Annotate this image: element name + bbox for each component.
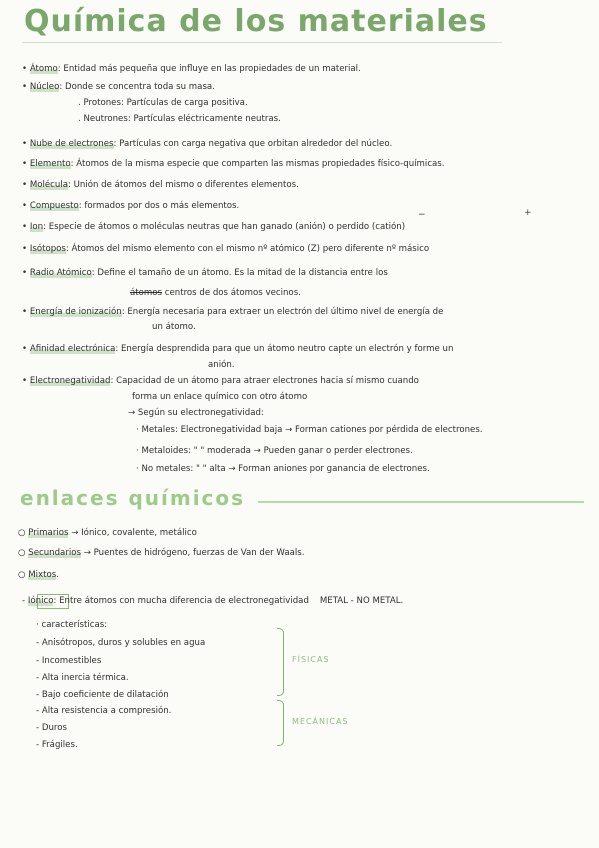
term-ionizacion: Energía de ionización xyxy=(29,307,122,317)
brace-fisicas xyxy=(277,628,284,696)
definition-text: : Donde se concentra toda su masa. xyxy=(59,82,215,92)
characteristic-item: - Frágiles. xyxy=(36,740,78,750)
definition-isotopos: • Isótopos: Átomos del mismo elemento con el mismo nº atómico (Z) pero diferente nº másico xyxy=(22,244,430,254)
definition-text: centros de dos átomos vecinos. xyxy=(164,288,301,298)
label-mecanicas: MECÁNICAS xyxy=(292,717,349,726)
term-ion: Ion xyxy=(29,222,44,232)
anion-sign: − xyxy=(418,210,426,220)
bond-text: → Iónico, covalente, metálico xyxy=(68,528,197,538)
struck-word: átomos xyxy=(130,288,162,298)
definition-text: : Energía necesaria para extraer un electrón del último nivel de energía de xyxy=(121,307,444,317)
definition-atomo: • Átomo: Entidad más pequeña que influye en las propiedades de un material. xyxy=(22,64,361,74)
electronegatividad-metaloides xyxy=(136,446,413,456)
definition-afinidad-cont xyxy=(208,360,235,370)
definition-text: : Entidad más pequeña que influye en las propiedades de un material. xyxy=(57,64,361,74)
characteristic-item: - Alta inercia térmica. xyxy=(36,673,129,683)
definition-radio: • Radio Atómico: Define el tamaño de un átomo. Es la mitad de la distancia entre los xyxy=(22,268,388,278)
definition-radio-cont xyxy=(130,288,301,298)
term-primarios: Primarios xyxy=(28,528,69,538)
definition-text: un átomo. xyxy=(152,322,196,332)
definition-text: : Átomos de la misma especie que comparten las mismas propiedades físico-químicas. xyxy=(70,159,445,169)
definition-nucleo: • Núcleo: Donde se concentra toda su masa. xyxy=(22,82,215,92)
bond-text: → Puentes de hidrógeno, fuerzas de Van der Waals. xyxy=(80,548,305,558)
term-molecula: Molécula xyxy=(29,180,68,190)
definition-elemento: • Elemento: Átomos de la misma especie que comparten las mismas propiedades físico-químicas. xyxy=(22,159,445,169)
page-title: Química de los materiales xyxy=(24,4,488,39)
definition-electronegatividad: • Electronegatividad: Capacidad de un átomo para atraer electrones hacia sí mismo cuando xyxy=(22,376,419,386)
definition-nube: • Nube de electrones: Partículas con carga negativa que orbitan alrededor del núcleo. xyxy=(22,139,393,149)
characteristic-item: - Incomestibles xyxy=(36,656,102,666)
label-fisicas: FÍSICAS xyxy=(292,655,330,664)
term-radio: Radio Atómico xyxy=(29,268,92,278)
term-compuesto: Compuesto xyxy=(29,201,79,211)
characteristic-item: - Anisótropos, duros y solubles en agua xyxy=(36,638,206,648)
definition-text: anión. xyxy=(208,360,235,370)
ionic-text: : Entre átomos con mucha diferencia de electronegatividad xyxy=(53,596,309,606)
ionic-definition: - Iónico: Entre átomos con mucha diferencia de electronegatividad METAL - NO METAL. xyxy=(22,596,404,606)
bond-mixtos: ○ Mixtos. xyxy=(18,570,59,580)
term-electronegatividad: Electronegatividad xyxy=(29,376,111,386)
definition-text: : Partículas con carga negativa que orbitan alrededor del núcleo. xyxy=(113,139,393,149)
definition-text: : Átomos del mismo elemento con el mismo nº atómico (Z) pero diferente nº másico xyxy=(65,244,430,254)
term-nucleo: Núcleo xyxy=(29,82,60,92)
electronegatividad-metales xyxy=(136,425,483,435)
characteristics-title: · características: xyxy=(36,620,108,630)
definition-text: · Metales: Electronegatividad baja → Forman cationes por pérdida de electrones. xyxy=(136,425,483,435)
definition-text: · Metaloides: " " moderada → Pueden ganar o perder electrones. xyxy=(136,446,413,456)
title-underline xyxy=(22,42,502,43)
definition-neutrones: . Neutrones: Partículas eléctricamente neutras. xyxy=(78,114,281,124)
definition-ionizacion-cont xyxy=(152,322,196,332)
characteristic-item: - Alta resistencia a compresión. xyxy=(36,706,172,716)
cation-sign: + xyxy=(524,208,532,218)
definition-compuesto: • Compuesto: formados por dos o más elementos. xyxy=(22,201,240,211)
bond-primarios: ○ Primarios → Iónico, covalente, metálico xyxy=(18,528,197,538)
term-nube: Nube de electrones xyxy=(29,139,114,149)
definition-protones: . Protones: Partículas de carga positiva. xyxy=(78,98,248,108)
definition-text: Neutrones: Partículas eléctricamente neutras. xyxy=(83,114,281,124)
definition-ion: • Ion: Especie de átomos o moléculas neutras que han ganado (anión) o perdido (catión) xyxy=(22,222,406,232)
brace-mecanicas xyxy=(277,700,284,746)
section-underline xyxy=(258,501,584,503)
electronegatividad-segun xyxy=(128,408,264,418)
definition-text: : Unión de átomos del mismo o diferentes elementos. xyxy=(68,180,299,190)
ionic-pair: METAL - NO METAL. xyxy=(319,596,404,606)
definition-text: : formados por dos o más elementos. xyxy=(78,201,240,211)
definition-text: → Según su electronegatividad: xyxy=(128,408,264,418)
characteristic-item: - Duros xyxy=(36,723,67,733)
electronegatividad-no-metales xyxy=(136,464,430,474)
definition-text: Protones: Partículas de carga positiva. xyxy=(83,98,248,108)
definition-text: : Energía desprendida para que un átomo neutro capte un electrón y forme un xyxy=(115,344,454,354)
definition-text: · No metales: " " alta → Forman aniones por ganancia de electrones. xyxy=(136,464,430,474)
definition-electronegatividad-cont xyxy=(132,392,307,402)
term-ionico: Iónico xyxy=(27,596,54,606)
definition-text: forma un enlace químico con otro átomo xyxy=(132,392,308,402)
bond-text: . xyxy=(56,570,59,580)
section-title: enlaces químicos xyxy=(20,486,246,510)
term-mixtos: Mixtos xyxy=(28,570,57,580)
characteristic-item: - Bajo coeficiente de dilatación xyxy=(36,690,169,700)
term-afinidad: Afinidad electrónica xyxy=(29,344,116,354)
term-elemento: Elemento xyxy=(29,159,71,169)
term-isotopos: Isótopos xyxy=(29,244,66,254)
term-secundarios: Secundarios xyxy=(28,548,81,558)
definition-text: : Especie de átomos o moléculas neutras que han ganado (anión) o perdido (catión) xyxy=(43,222,406,232)
definition-text: : Capacidad de un átomo para atraer electrones hacia sí mismo cuando xyxy=(110,376,419,386)
definition-text: : Define el tamaño de un átomo. Es la mitad de la distancia entre los xyxy=(91,268,388,278)
bond-secundarios: ○ Secundarios → Puentes de hidrógeno, fuerzas de Van der Waals. xyxy=(18,548,305,558)
definition-molecula: • Molécula: Unión de átomos del mismo o diferentes elementos. xyxy=(22,180,299,190)
definition-afinidad: • Afinidad electrónica: Energía desprendida para que un átomo neutro capte un electrón y forme un xyxy=(22,344,454,354)
definition-ionizacion: • Energía de ionización: Energía necesaria para extraer un electrón del último nivel de energía de xyxy=(22,307,444,317)
term-atomo: Átomo xyxy=(29,64,58,74)
